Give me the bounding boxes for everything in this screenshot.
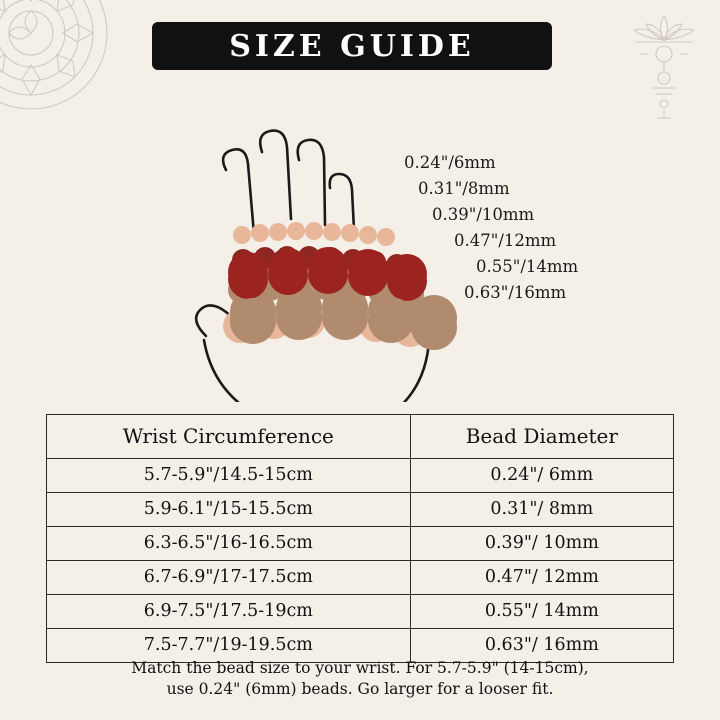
column-header-bead: Bead Diameter bbox=[410, 415, 673, 459]
bead-size-label: 0.63"/16mm bbox=[464, 283, 567, 302]
column-header-wrist: Wrist Circumference bbox=[47, 415, 411, 459]
cell-bead: 0.63"/ 16mm bbox=[410, 629, 673, 663]
table-row bbox=[47, 561, 674, 595]
table-row bbox=[47, 595, 674, 629]
cell-wrist: 6.3-6.5"/16-16.5cm bbox=[47, 527, 411, 561]
cell-wrist: 6.7-6.9"/17-17.5cm bbox=[47, 561, 411, 595]
bead-size-label: 0.24"/6mm bbox=[404, 153, 496, 172]
cell-bead: 0.47"/ 12mm bbox=[410, 561, 673, 595]
footnote-line-2: use 0.24" (6mm) beads. Go larger for a looser fit. bbox=[166, 680, 554, 698]
footnote-line-1: Match the bead size to your wrist. For 5.7-5.9" (14-15cm), bbox=[131, 659, 589, 677]
footnote bbox=[0, 658, 720, 700]
bead-size-label: 0.47"/12mm bbox=[454, 231, 557, 250]
page-title-banner bbox=[152, 22, 552, 70]
bead-row-14mm-overlay bbox=[228, 255, 427, 301]
table-row bbox=[47, 527, 674, 561]
bead-size-label: 0.39"/10mm bbox=[432, 205, 535, 224]
size-table bbox=[46, 414, 674, 663]
bead-row-6mm bbox=[233, 222, 395, 246]
table-row bbox=[47, 459, 674, 493]
cell-bead: 0.55"/ 14mm bbox=[410, 595, 673, 629]
cell-bead: 0.24"/ 6mm bbox=[410, 459, 673, 493]
cell-wrist: 5.7-5.9"/14.5-15cm bbox=[47, 459, 411, 493]
size-table-container bbox=[46, 414, 674, 663]
table-row bbox=[47, 493, 674, 527]
cell-wrist: 6.9-7.5"/17.5-19cm bbox=[47, 595, 411, 629]
bead-size-labels bbox=[404, 150, 704, 306]
cell-bead: 0.39"/ 10mm bbox=[410, 527, 673, 561]
cell-wrist: 5.9-6.1"/15-15.5cm bbox=[47, 493, 411, 527]
bead-size-label: 0.31"/8mm bbox=[418, 179, 510, 198]
cell-wrist: 7.5-7.7"/19-19.5cm bbox=[47, 629, 411, 663]
table-header-row bbox=[47, 415, 674, 459]
bead-size-label: 0.55"/14mm bbox=[476, 257, 579, 276]
cell-bead: 0.31"/ 8mm bbox=[410, 493, 673, 527]
page-title: SIZE GUIDE bbox=[229, 28, 475, 64]
